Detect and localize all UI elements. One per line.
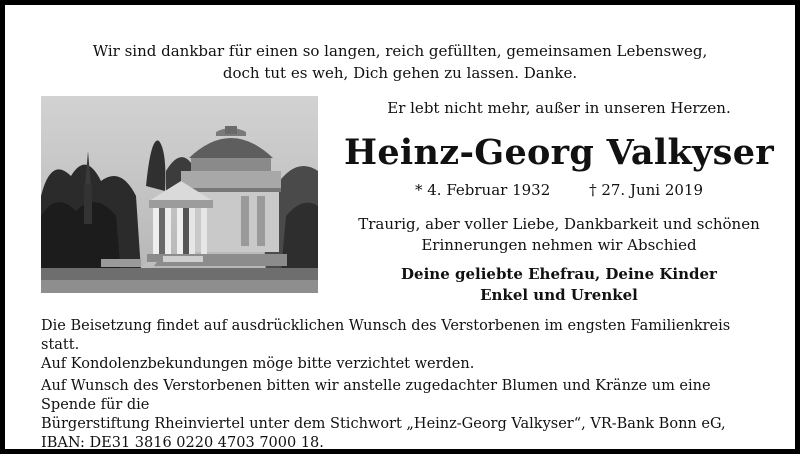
donation-notice bbox=[41, 377, 761, 453]
notice-text bbox=[41, 317, 761, 453]
motto-line-2: doch tut es weh, Dich gehen zu lassen. Danke. bbox=[222, 64, 578, 82]
family-line-1: Deine geliebte Ehefrau, Deine Kinder bbox=[401, 265, 717, 283]
motto bbox=[5, 40, 795, 84]
burial-notice bbox=[41, 317, 761, 374]
donation-line-2: Bürgerstiftung Rheinviertel unter dem Stichwort „Heinz-Georg Valkyser“, VR-Bank Bonn eG, bbox=[41, 416, 726, 432]
family-line-2: Enkel und Urenkel bbox=[480, 286, 638, 304]
motto-line-1: Wir sind dankbar für einen so langen, reich gefüllten, gemeinsamen Lebensweg, bbox=[92, 42, 708, 60]
quote: Er lebt nicht mehr, außer in unseren Herzen. bbox=[387, 99, 731, 117]
burial-line-2: Auf Kondolenzbekundungen möge bitte verzichtet werden. bbox=[41, 356, 475, 372]
mausoleum-photo bbox=[41, 96, 318, 293]
donation-line-1: Auf Wunsch des Verstorbenen bitten wir anstelle zugedachter Blumen und Kränze um eine Spende für die bbox=[41, 378, 711, 413]
iban-line: IBAN: DE31 3816 0220 4703 7000 18. bbox=[41, 435, 324, 451]
farewell-line-1: Traurig, aber voller Liebe, Dankbarkeit und schönen bbox=[358, 215, 760, 233]
deceased-name: Heinz-Georg Valkyser bbox=[344, 132, 774, 173]
family-signature bbox=[323, 264, 795, 306]
farewell-line-2: Erinnerungen nehmen wir Abschied bbox=[421, 236, 697, 254]
birth-date: * 4. Februar 1932 bbox=[414, 181, 551, 199]
burial-line-1: Die Beisetzung findet auf ausdrücklichen Wunsch des Verstorbenen im engsten Familienkreis statt. bbox=[41, 318, 731, 353]
farewell-text bbox=[323, 214, 795, 256]
life-dates bbox=[323, 181, 795, 199]
death-date: † 27. Juni 2019 bbox=[589, 181, 704, 199]
